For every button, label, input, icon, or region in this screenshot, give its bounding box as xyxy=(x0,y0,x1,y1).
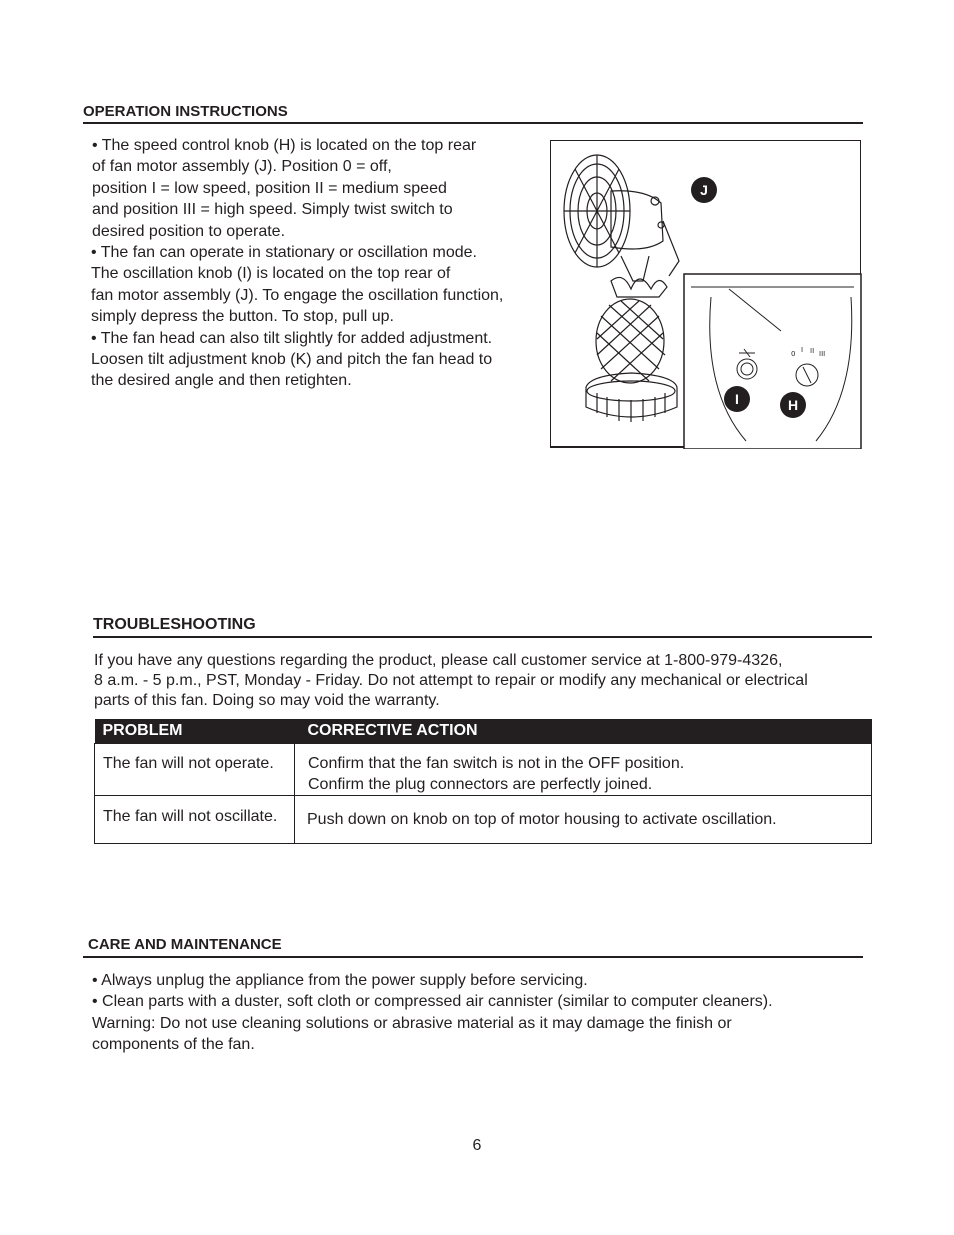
care-line: Warning: Do not use cleaning solutions or abrasive material as it may damage the finish or xyxy=(92,1014,732,1032)
svg-text:0: 0 xyxy=(791,350,796,358)
intro-line: parts of this fan. Doing so may void the warranty. xyxy=(94,692,440,709)
operation-line: The oscillation knob (I) is located on the top rear of xyxy=(91,265,451,283)
operation-text xyxy=(91,135,503,392)
action-line: Push down on knob on top of motor housing to activate oscillation. xyxy=(307,811,777,828)
troubleshooting-table xyxy=(94,719,872,844)
page-number: 6 xyxy=(472,1137,482,1154)
operation-line: desired position to operate. xyxy=(92,222,286,240)
label-i: I xyxy=(724,386,750,412)
action-line: Confirm that the fan switch is not in the OFF position. xyxy=(308,755,685,772)
operation-line: Loosen tilt adjustment knob (K) and pitch the fan head to xyxy=(91,351,493,369)
care-text xyxy=(92,970,773,1056)
table-row xyxy=(95,796,872,844)
operation-line: • The fan head can also tilt slightly for added adjustment. xyxy=(91,329,493,347)
care-rule xyxy=(83,956,863,958)
svg-text:II: II xyxy=(810,347,815,355)
svg-text:I: I xyxy=(801,346,804,354)
operation-line: the desired angle and then retighten. xyxy=(91,372,352,390)
operation-line: • The speed control knob (H) is located on the top rear xyxy=(92,137,477,154)
care-line: components of the fan. xyxy=(92,1036,255,1054)
action-cell xyxy=(295,796,872,844)
operation-rule xyxy=(83,122,863,124)
care-line: • Always unplug the appliance from the power supply before servicing. xyxy=(92,972,588,989)
label-h: H xyxy=(780,392,806,418)
table-row xyxy=(95,744,872,796)
troubleshooting-rule xyxy=(93,636,872,638)
table-header-row xyxy=(95,719,872,744)
operation-line: position I = low speed, position II = medium speed xyxy=(92,179,447,197)
action-cell xyxy=(295,744,872,796)
fan-diagram xyxy=(550,140,861,448)
problem-header: PROBLEM xyxy=(95,719,295,744)
problem-cell: The fan will not oscillate. xyxy=(95,796,295,844)
problem-cell: The fan will not operate. xyxy=(95,744,295,796)
care-line: • Clean parts with a duster, soft cloth or compressed air cannister (similar to computer cleaners). xyxy=(92,993,773,1011)
operation-heading: OPERATION INSTRUCTIONS xyxy=(83,103,288,120)
operation-line: simply depress the button. To stop, pull up. xyxy=(91,308,394,326)
action-header: CORRECTIVE ACTION xyxy=(295,719,872,744)
operation-line: and position III = high speed. Simply twist switch to xyxy=(92,201,453,219)
intro-line: 8 a.m. - 5 p.m., PST, Monday - Friday. Do not attempt to repair or modify any mechanical or electrical xyxy=(94,672,808,689)
action-line: Confirm the plug connectors are perfectly joined. xyxy=(308,776,653,793)
operation-line: • The fan can operate in stationary or oscillation mode. xyxy=(91,244,477,262)
care-heading: CARE AND MAINTENANCE xyxy=(88,936,282,953)
svg-text:III: III xyxy=(819,350,826,358)
troubleshooting-heading: TROUBLESHOOTING xyxy=(93,616,256,633)
operation-line: of fan motor assembly (J). Position 0 = off, xyxy=(92,158,392,176)
label-j: J xyxy=(691,177,717,203)
troubleshooting-intro xyxy=(94,651,808,711)
intro-line: If you have any questions regarding the product, please call customer service at 1-800-979-4326, xyxy=(94,652,783,669)
operation-line: fan motor assembly (J). To engage the oscillation function, xyxy=(91,286,504,304)
